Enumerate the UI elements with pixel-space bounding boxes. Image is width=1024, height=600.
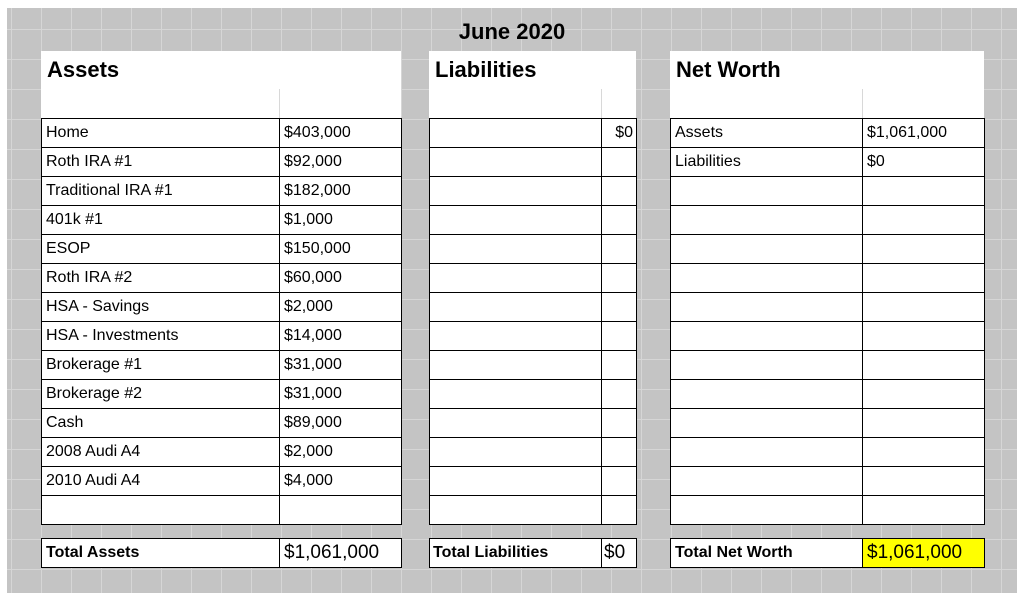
asset-row (42, 177, 402, 206)
net-worth-row-value[interactable]: $1,061,000 (863, 119, 985, 148)
asset-row (42, 148, 402, 177)
assets-spacer-row (41, 89, 401, 118)
net-worth-row (671, 264, 985, 293)
net-worth-row (671, 496, 985, 525)
liability-row-value[interactable] (602, 351, 637, 380)
liability-row (430, 235, 637, 264)
net-worth-row-value[interactable] (863, 496, 985, 525)
asset-row (42, 496, 402, 525)
asset-row (42, 235, 402, 264)
net-worth-row-label[interactable] (671, 177, 863, 206)
net-worth-row-label[interactable] (671, 235, 863, 264)
net-worth-row-value[interactable] (863, 409, 985, 438)
net-worth-row-label[interactable] (671, 206, 863, 235)
asset-row-label[interactable]: 2010 Audi A4 (42, 467, 280, 496)
liability-row (430, 351, 637, 380)
liability-row-value[interactable] (602, 206, 637, 235)
liability-row-label[interactable] (430, 496, 602, 525)
liabilities-table (429, 118, 637, 525)
net-worth-row (671, 177, 985, 206)
liability-row-label[interactable] (430, 264, 602, 293)
liability-row-label[interactable] (430, 380, 602, 409)
asset-row-value[interactable]: $150,000 (280, 235, 402, 264)
asset-row-label[interactable]: Roth IRA #2 (42, 264, 280, 293)
liability-row-value[interactable] (602, 496, 637, 525)
asset-row-value[interactable]: $60,000 (280, 264, 402, 293)
asset-row-label[interactable]: Brokerage #1 (42, 351, 280, 380)
asset-row-value[interactable]: $403,000 (280, 119, 402, 148)
asset-row (42, 206, 402, 235)
liability-row (430, 380, 637, 409)
asset-row (42, 467, 402, 496)
net-worth-row-value[interactable] (863, 322, 985, 351)
net-worth-row-label[interactable] (671, 293, 863, 322)
asset-row-value[interactable]: $2,000 (280, 438, 402, 467)
asset-row-value[interactable] (280, 496, 402, 525)
liability-row (430, 206, 637, 235)
net-worth-row-value[interactable] (863, 438, 985, 467)
net-worth-header: Net Worth (670, 51, 984, 89)
assets-header: Assets (41, 51, 401, 89)
assets-total-label[interactable]: Total Assets (42, 539, 280, 568)
asset-row-label[interactable]: Roth IRA #1 (42, 148, 280, 177)
net-worth-row (671, 293, 985, 322)
net-worth-row-label[interactable] (671, 322, 863, 351)
liability-row-value[interactable] (602, 467, 637, 496)
asset-row-label[interactable]: HSA - Savings (42, 293, 280, 322)
asset-row (42, 119, 402, 148)
liability-row-value[interactable] (602, 235, 637, 264)
liability-row-value[interactable] (602, 409, 637, 438)
net-worth-total-value[interactable]: $1,061,000 (863, 539, 985, 568)
liability-row-value[interactable] (602, 380, 637, 409)
liabilities-total-row (429, 538, 637, 568)
asset-row-label[interactable]: 401k #1 (42, 206, 280, 235)
liability-row (430, 496, 637, 525)
net-worth-row (671, 380, 985, 409)
asset-row-label[interactable]: Cash (42, 409, 280, 438)
liability-row (430, 264, 637, 293)
liabilities-total-value[interactable]: $0 (602, 539, 637, 568)
net-worth-row-value[interactable] (863, 206, 985, 235)
net-worth-row (671, 235, 985, 264)
liability-row (430, 177, 637, 206)
net-worth-row-value[interactable] (863, 264, 985, 293)
asset-row-label[interactable]: HSA - Investments (42, 322, 280, 351)
net-worth-row (671, 119, 985, 148)
asset-row-value[interactable]: $1,000 (280, 206, 402, 235)
liability-row-label[interactable] (430, 148, 602, 177)
asset-row-value[interactable]: $2,000 (280, 293, 402, 322)
sheet-title: June 2020 (458, 19, 566, 44)
net-worth-row-label[interactable] (671, 496, 863, 525)
net-worth-row-label[interactable] (671, 351, 863, 380)
net-worth-table (670, 118, 985, 525)
net-worth-spacer-row (670, 89, 984, 118)
net-worth-row (671, 322, 985, 351)
net-worth-row-label[interactable] (671, 438, 863, 467)
liabilities-spacer-row (429, 89, 636, 118)
asset-row-value[interactable]: $92,000 (280, 148, 402, 177)
asset-row (42, 264, 402, 293)
asset-row (42, 322, 402, 351)
net-worth-row (671, 409, 985, 438)
liability-row (430, 467, 637, 496)
net-worth-row-value[interactable] (863, 467, 985, 496)
net-worth-row (671, 206, 985, 235)
asset-row-label[interactable] (42, 496, 280, 525)
asset-row-label[interactable]: ESOP (42, 235, 280, 264)
asset-row-label[interactable]: Brokerage #2 (42, 380, 280, 409)
net-worth-row-value[interactable] (863, 351, 985, 380)
net-worth-total-row (670, 538, 985, 568)
net-worth-row-label[interactable] (671, 264, 863, 293)
asset-row-value[interactable]: $4,000 (280, 467, 402, 496)
asset-row (42, 409, 402, 438)
net-worth-row (671, 148, 985, 177)
net-worth-row (671, 438, 985, 467)
liability-row-label[interactable] (430, 293, 602, 322)
asset-row-label[interactable]: Traditional IRA #1 (42, 177, 280, 206)
net-worth-row-value[interactable] (863, 235, 985, 264)
liability-row-value[interactable] (602, 322, 637, 351)
net-worth-row-value[interactable] (863, 380, 985, 409)
net-worth-row-label[interactable]: Liabilities (671, 148, 863, 177)
net-worth-row-label[interactable] (671, 467, 863, 496)
liability-row-label[interactable] (430, 119, 602, 148)
liability-row-label[interactable] (430, 438, 602, 467)
liability-row-label[interactable] (430, 409, 602, 438)
liability-row-label[interactable] (430, 206, 602, 235)
asset-row (42, 438, 402, 467)
net-worth-row-value[interactable] (863, 293, 985, 322)
liability-row-label[interactable] (430, 467, 602, 496)
liability-row-value[interactable] (602, 293, 637, 322)
liability-row-label[interactable] (430, 351, 602, 380)
asset-row-value[interactable]: $182,000 (280, 177, 402, 206)
assets-total-row (41, 538, 402, 568)
liability-row-value[interactable] (602, 177, 637, 206)
liability-row (430, 409, 637, 438)
asset-row-label[interactable]: 2008 Audi A4 (42, 438, 280, 467)
liability-row (430, 148, 637, 177)
net-worth-row-label[interactable]: Assets (671, 119, 863, 148)
liability-row (430, 119, 637, 148)
asset-row-value[interactable]: $89,000 (280, 409, 402, 438)
asset-row (42, 380, 402, 409)
net-worth-row-label[interactable] (671, 380, 863, 409)
asset-row-value[interactable]: $31,000 (280, 351, 402, 380)
liability-row (430, 438, 637, 467)
net-worth-row (671, 351, 985, 380)
liability-row (430, 293, 637, 322)
asset-row-label[interactable]: Home (42, 119, 280, 148)
net-worth-total-label[interactable]: Total Net Worth (671, 539, 863, 568)
liability-row-value[interactable]: $0 (602, 119, 637, 148)
asset-row-value[interactable]: $14,000 (280, 322, 402, 351)
liability-row-value[interactable] (602, 264, 637, 293)
liability-row-label[interactable] (430, 322, 602, 351)
asset-row (42, 351, 402, 380)
assets-total-value[interactable]: $1,061,000 (280, 539, 402, 568)
net-worth-row-label[interactable] (671, 409, 863, 438)
asset-row (42, 293, 402, 322)
liability-row-label[interactable] (430, 235, 602, 264)
liability-row-value[interactable] (602, 438, 637, 467)
liabilities-header: Liabilities (429, 51, 636, 89)
net-worth-row-value[interactable] (863, 177, 985, 206)
liabilities-total-label[interactable]: Total Liabilities (430, 539, 602, 568)
liability-row-label[interactable] (430, 177, 602, 206)
net-worth-row (671, 467, 985, 496)
asset-row-value[interactable]: $31,000 (280, 380, 402, 409)
net-worth-row-value[interactable]: $0 (863, 148, 985, 177)
assets-table (41, 118, 402, 525)
liability-row (430, 322, 637, 351)
liability-row-value[interactable] (602, 148, 637, 177)
